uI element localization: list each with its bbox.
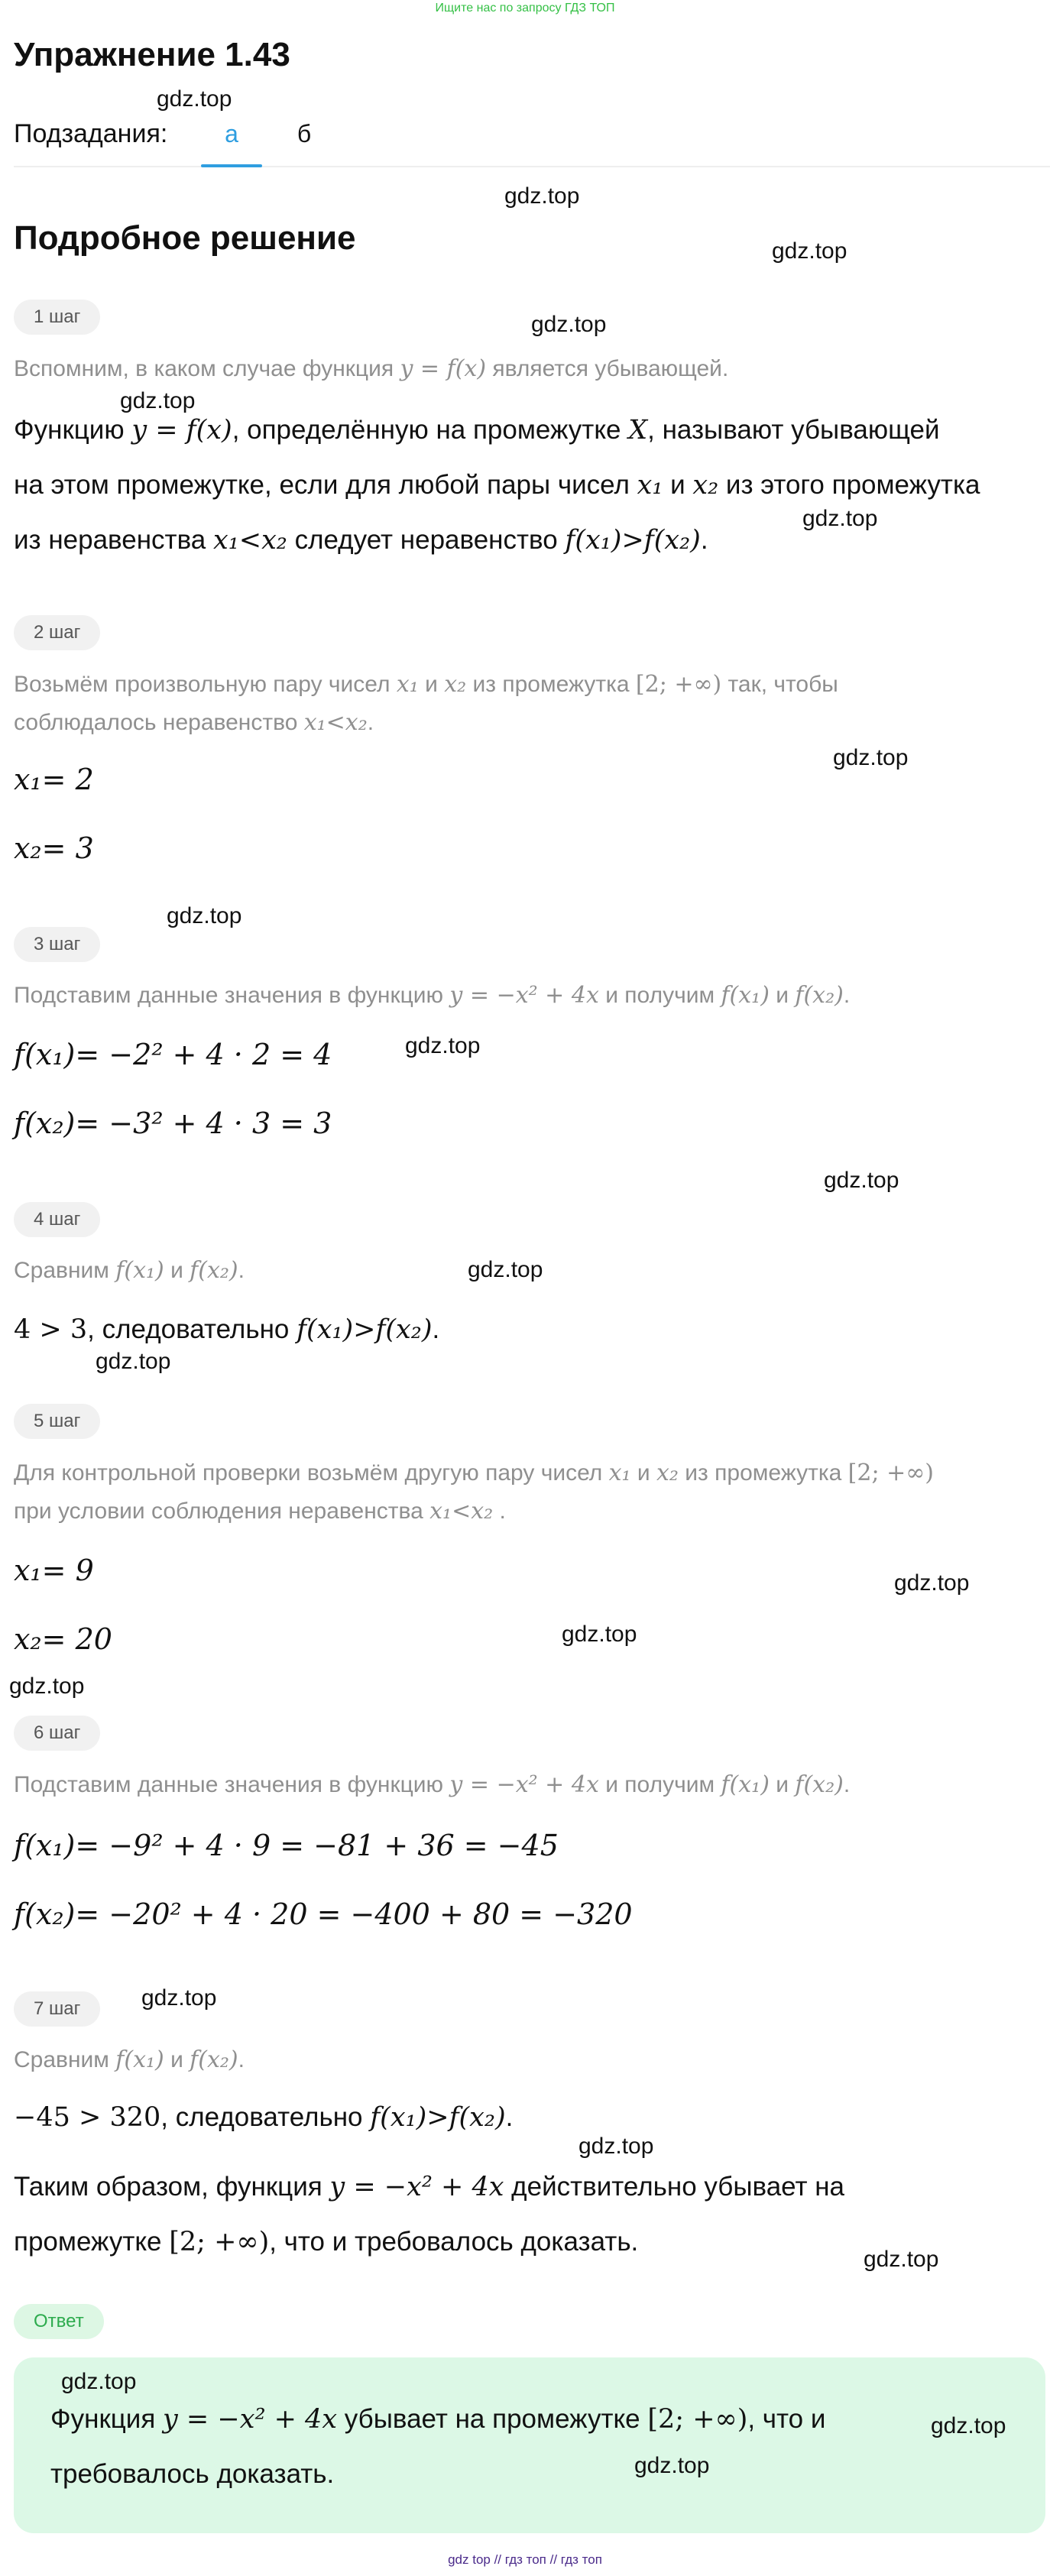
watermark: gdz.top bbox=[96, 1349, 171, 1374]
answer-line-2: требовалось доказать. bbox=[50, 2459, 335, 2489]
step-4-intro: Сравним f(x₁) и f(x₂). bbox=[14, 1257, 245, 1284]
step-7-final-2: промежутке [2; +∞), что и требовалось доказать. bbox=[14, 2227, 639, 2257]
step-3-formula-1: f(x₁)= −2² + 4 · 2 = 4 bbox=[14, 1038, 332, 1071]
step-7-conclusion: −45 > 320, следовательно f(x₁)>f(x₂). bbox=[14, 2102, 514, 2133]
watermark: gdz.top bbox=[802, 506, 878, 531]
watermark: gdz.top bbox=[61, 2369, 137, 2394]
answer-box bbox=[14, 2357, 1045, 2533]
watermark: gdz.top bbox=[833, 745, 909, 770]
watermark: gdz.top bbox=[931, 2413, 1006, 2438]
step-4-conclusion: 4 > 3, следовательно f(x₁)>f(x₂). bbox=[14, 1314, 440, 1345]
step-badge-2: 2 шаг bbox=[14, 615, 100, 650]
tab-a[interactable]: а bbox=[201, 117, 262, 151]
step-badge-4: 4 шаг bbox=[14, 1202, 100, 1237]
footer-links[interactable]: gdz top // гдз топ // гдз топ bbox=[448, 2552, 602, 2567]
step-5-intro-2: при условии соблюдения неравенства x₁<x₂ . bbox=[14, 1498, 506, 1525]
step-1-line-1: Функцию y = f(x), определённую на промежутке X, называют убывающей bbox=[14, 415, 940, 446]
watermark: gdz.top bbox=[468, 1257, 543, 1282]
watermark: gdz.top bbox=[824, 1168, 899, 1193]
step-3-intro: Подставим данные значения в функцию y = −x² + 4x и получим f(x₁) и f(x₂). bbox=[14, 982, 851, 1009]
step-5-intro-1: Для контрольной проверки возьмём другую пару чисел x₁ и x₂ из промежутка [2; +∞) bbox=[14, 1460, 934, 1486]
watermark: gdz.top bbox=[772, 238, 847, 264]
answer-text bbox=[50, 2392, 983, 2502]
watermark: gdz.top bbox=[141, 1985, 217, 2011]
answer-badge: Ответ bbox=[14, 2304, 104, 2339]
subtasks-label: Подзадания: bbox=[14, 119, 168, 148]
step-2-formula-2: x₂= 3 bbox=[14, 831, 94, 865]
step-1-intro: Вспомним, в каком случае функция y = f(x) является убывающей. bbox=[14, 355, 729, 382]
step-badge-3: 3 шаг bbox=[14, 927, 100, 962]
step-5-formula-1: x₁= 9 bbox=[14, 1554, 94, 1587]
step-2-formula-1: x₁= 2 bbox=[14, 763, 94, 796]
watermark: gdz.top bbox=[167, 903, 242, 928]
watermark: gdz.top bbox=[405, 1033, 481, 1058]
top-banner[interactable]: Ищите нас по запросу ГДЗ ТОП bbox=[435, 2, 615, 15]
step-6-formula-1: f(x₁)= −9² + 4 · 9 = −81 + 36 = −45 bbox=[14, 1829, 559, 1862]
page-title: Упражнение 1.43 bbox=[14, 36, 290, 73]
watermark: gdz.top bbox=[894, 1570, 970, 1596]
watermark: gdz.top bbox=[157, 86, 232, 112]
step-7-final-1: Таким образом, функция y = −x² + 4x действительно убывает на bbox=[14, 2172, 845, 2202]
step-badge-6: 6 шаг bbox=[14, 1716, 100, 1751]
watermark: gdz.top bbox=[864, 2247, 939, 2272]
step-1-line-2: на этом промежутке, если для любой пары чисел x₁ и x₂ из этого промежутка bbox=[14, 470, 980, 501]
subtasks-tabs bbox=[14, 111, 1050, 167]
watermark: gdz.top bbox=[120, 388, 196, 413]
watermark: gdz.top bbox=[504, 183, 580, 209]
step-2-intro-2: соблюдалось неравенство x₁<x₂. bbox=[14, 709, 374, 736]
step-2-intro-1: Возьмём произвольную пару чисел x₁ и x₂ из промежутка [2; +∞) так, чтобы bbox=[14, 671, 838, 698]
step-1-line-3: из неравенства x₁<x₂ следует неравенство f(x₁)>f(x₂). bbox=[14, 525, 708, 556]
section-title: Подробное решение bbox=[14, 219, 356, 257]
watermark: gdz.top bbox=[578, 2134, 654, 2159]
watermark: gdz.top bbox=[634, 2453, 710, 2478]
step-7-intro: Сравним f(x₁) и f(x₂). bbox=[14, 2046, 245, 2073]
step-6-formula-2: f(x₂)= −20² + 4 · 20 = −400 + 80 = −320 bbox=[14, 1897, 633, 1931]
watermark: gdz.top bbox=[9, 1674, 85, 1699]
step-badge-7: 7 шаг bbox=[14, 1991, 100, 2027]
answer-line-1: Функция y = −x² + 4x убывает на промежутке [2; +∞), что и bbox=[50, 2404, 826, 2435]
step-6-intro: Подставим данные значения в функцию y = −x² + 4x и получим f(x₁) и f(x₂). bbox=[14, 1771, 851, 1798]
watermark: gdz.top bbox=[531, 312, 607, 337]
step-badge-5: 5 шаг bbox=[14, 1404, 100, 1439]
watermark: gdz.top bbox=[562, 1622, 637, 1647]
tab-b[interactable]: б bbox=[297, 120, 312, 147]
step-badge-1: 1 шаг bbox=[14, 300, 100, 335]
step-5-formula-2: x₂= 20 bbox=[14, 1622, 112, 1656]
step-3-formula-2: f(x₂)= −3² + 4 · 3 = 3 bbox=[14, 1107, 332, 1140]
